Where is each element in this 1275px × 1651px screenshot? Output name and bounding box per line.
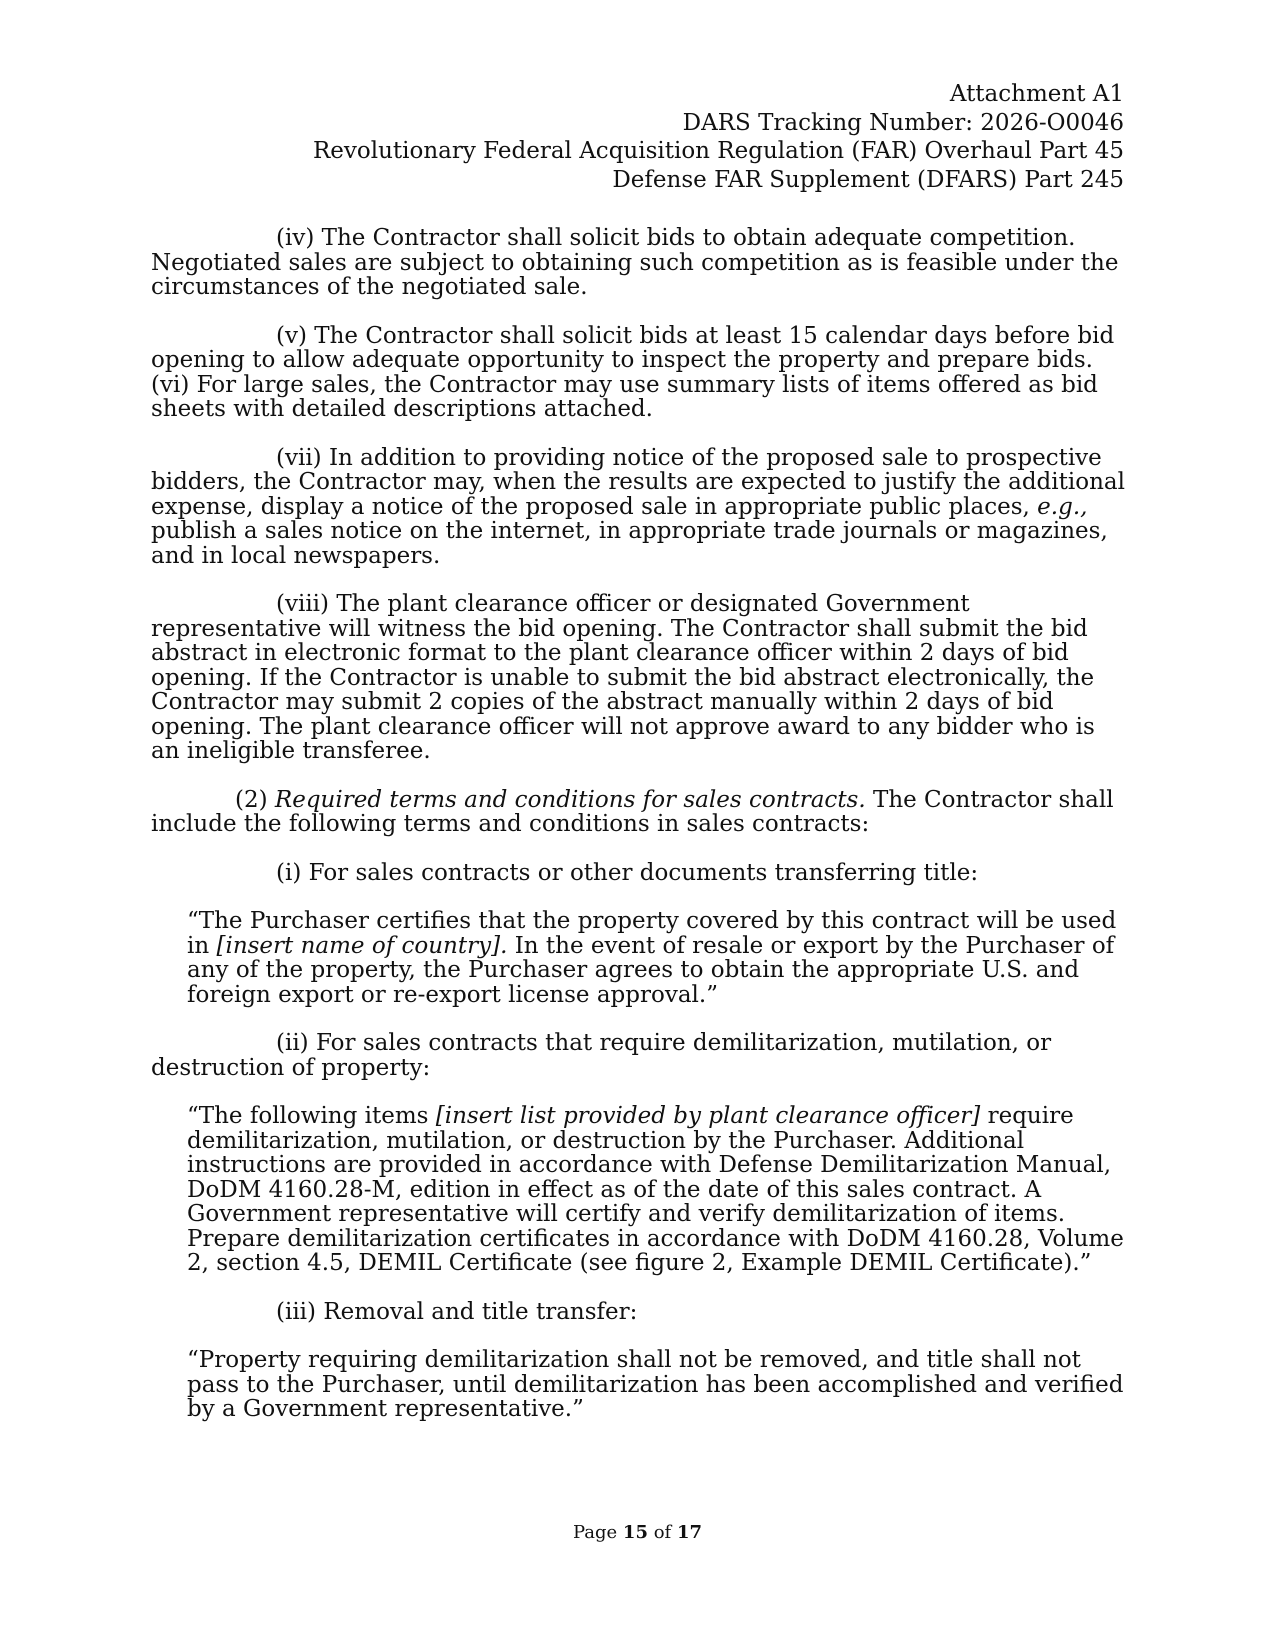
paragraph-iii: (iii) Removal and title transfer: bbox=[276, 1298, 638, 1325]
paragraph-vii-eg: e.g., bbox=[1037, 493, 1088, 520]
page-header bbox=[313, 80, 1124, 194]
paragraph-2 bbox=[151, 788, 1126, 837]
header-attachment: Attachment A1 bbox=[949, 81, 1124, 107]
paragraph-ii: (ii) For sales contracts that require demilitarization, mutilation, or destruction of property: bbox=[151, 1030, 1052, 1081]
paragraph-viii: (viii) The plant clearance officer or designated Government representative will witness the bid opening. The Contractor shall submit the bid abstract in electronic format to the plant clearance officer within 2 days of bid opening. If the Contractor is unable to submit the bid abstract electronically, the Contractor may submit 2 copies of the abstract manually within 2 days of bid opening. The plant clearance officer will not approve award to any bidder who is an ineligible transferee. bbox=[151, 591, 1095, 764]
quote-1-placeholder: [insert name of country]. bbox=[216, 932, 508, 959]
header-dfars-part: Defense FAR Supplement (DFARS) Part 245 bbox=[612, 166, 1124, 193]
document-body bbox=[151, 226, 1126, 1446]
page-of-label: of bbox=[653, 1522, 672, 1543]
header-far-part: Revolutionary Federal Acquisition Regulation (FAR) Overhaul Part 45 bbox=[312, 138, 1124, 164]
paragraph-vii-text-a: (vii) In addition to providing notice of the proposed sale to prospective bidders, the Contractor may, when the results are expected to justify the additional expense, display a notice of the proposed sale in appropriate public places, bbox=[151, 444, 1125, 520]
quote-2-placeholder: [insert list provided by plant clearance officer] bbox=[435, 1103, 981, 1129]
quote-demilitarization bbox=[187, 1104, 1126, 1276]
paragraph-iv: (iv) The Contractor shall solicit bids to obtain adequate competition. Negotiated sales are subject to obtaining such competition as is feasible under the circumstances of the negotiated sale. bbox=[151, 225, 1119, 300]
quote-2-text-a: “The following items bbox=[187, 1103, 436, 1129]
quote-country-certification bbox=[187, 909, 1126, 1007]
page-label: Page bbox=[572, 1522, 618, 1543]
paragraph-i: (i) For sales contracts or other documents transferring title: bbox=[276, 859, 979, 886]
paragraph-vii bbox=[151, 446, 1126, 569]
paragraph-vi: (vi) For large sales, the Contractor may use summary lists of items offered as bid sheets with detailed descriptions attached. bbox=[151, 371, 1098, 422]
paragraph-2-heading: Required terms and conditions for sales contracts. bbox=[274, 786, 866, 813]
header-tracking-number: DARS Tracking Number: 2026-O0046 bbox=[682, 109, 1124, 136]
paragraph-vii-text-b: publish a sales notice on the internet, in appropriate trade journals or magazines, and in local newspapers. bbox=[151, 518, 1108, 569]
quote-removal-title-transfer: “Property requiring demilitarization shall not be removed, and title shall not pass to the Purchaser, until demilitarization has been accomplished and verified by a Government representative.” bbox=[187, 1347, 1124, 1422]
quote-1-text-a: “The Purchaser certifies that the property covered by this contract will be used in bbox=[187, 908, 1117, 959]
quote-1-text-b: In the event of resale or export by the Purchaser of any of the property, the Purchaser agrees to obtain the appropriate U.S. and foreign export or re-export license approval.” bbox=[187, 932, 1115, 1008]
page-current-number: 15 bbox=[622, 1522, 648, 1543]
paragraph-2-number: (2) bbox=[235, 786, 275, 813]
quote-2-text-b: require demilitarization, mutilation, or destruction by the Purchaser. Additional instructions are provided in accordance with Defense Demilitarization Manual, DoDM 4160.28-M, edition in effect as of the date of this sales contract. A Government representative will certify and verify demilitarization of items. Prepare demilitarization certificates in accordance with DoDM 4160.28, Volume 2, section 4.5, DEMIL Certificate (see figure 2, Example DEMIL Certificate).” bbox=[187, 1103, 1124, 1276]
paragraph-v: (v) The Contractor shall solicit bids at least 15 calendar days before bid opening to allow adequate opportunity to inspect the property and prepare bids. bbox=[151, 322, 1115, 373]
page-total-number: 17 bbox=[676, 1522, 703, 1543]
page-footer bbox=[0, 1522, 1275, 1544]
paragraph-2-text: The Contractor shall include the following terms and conditions in sales contracts: bbox=[151, 786, 1114, 837]
